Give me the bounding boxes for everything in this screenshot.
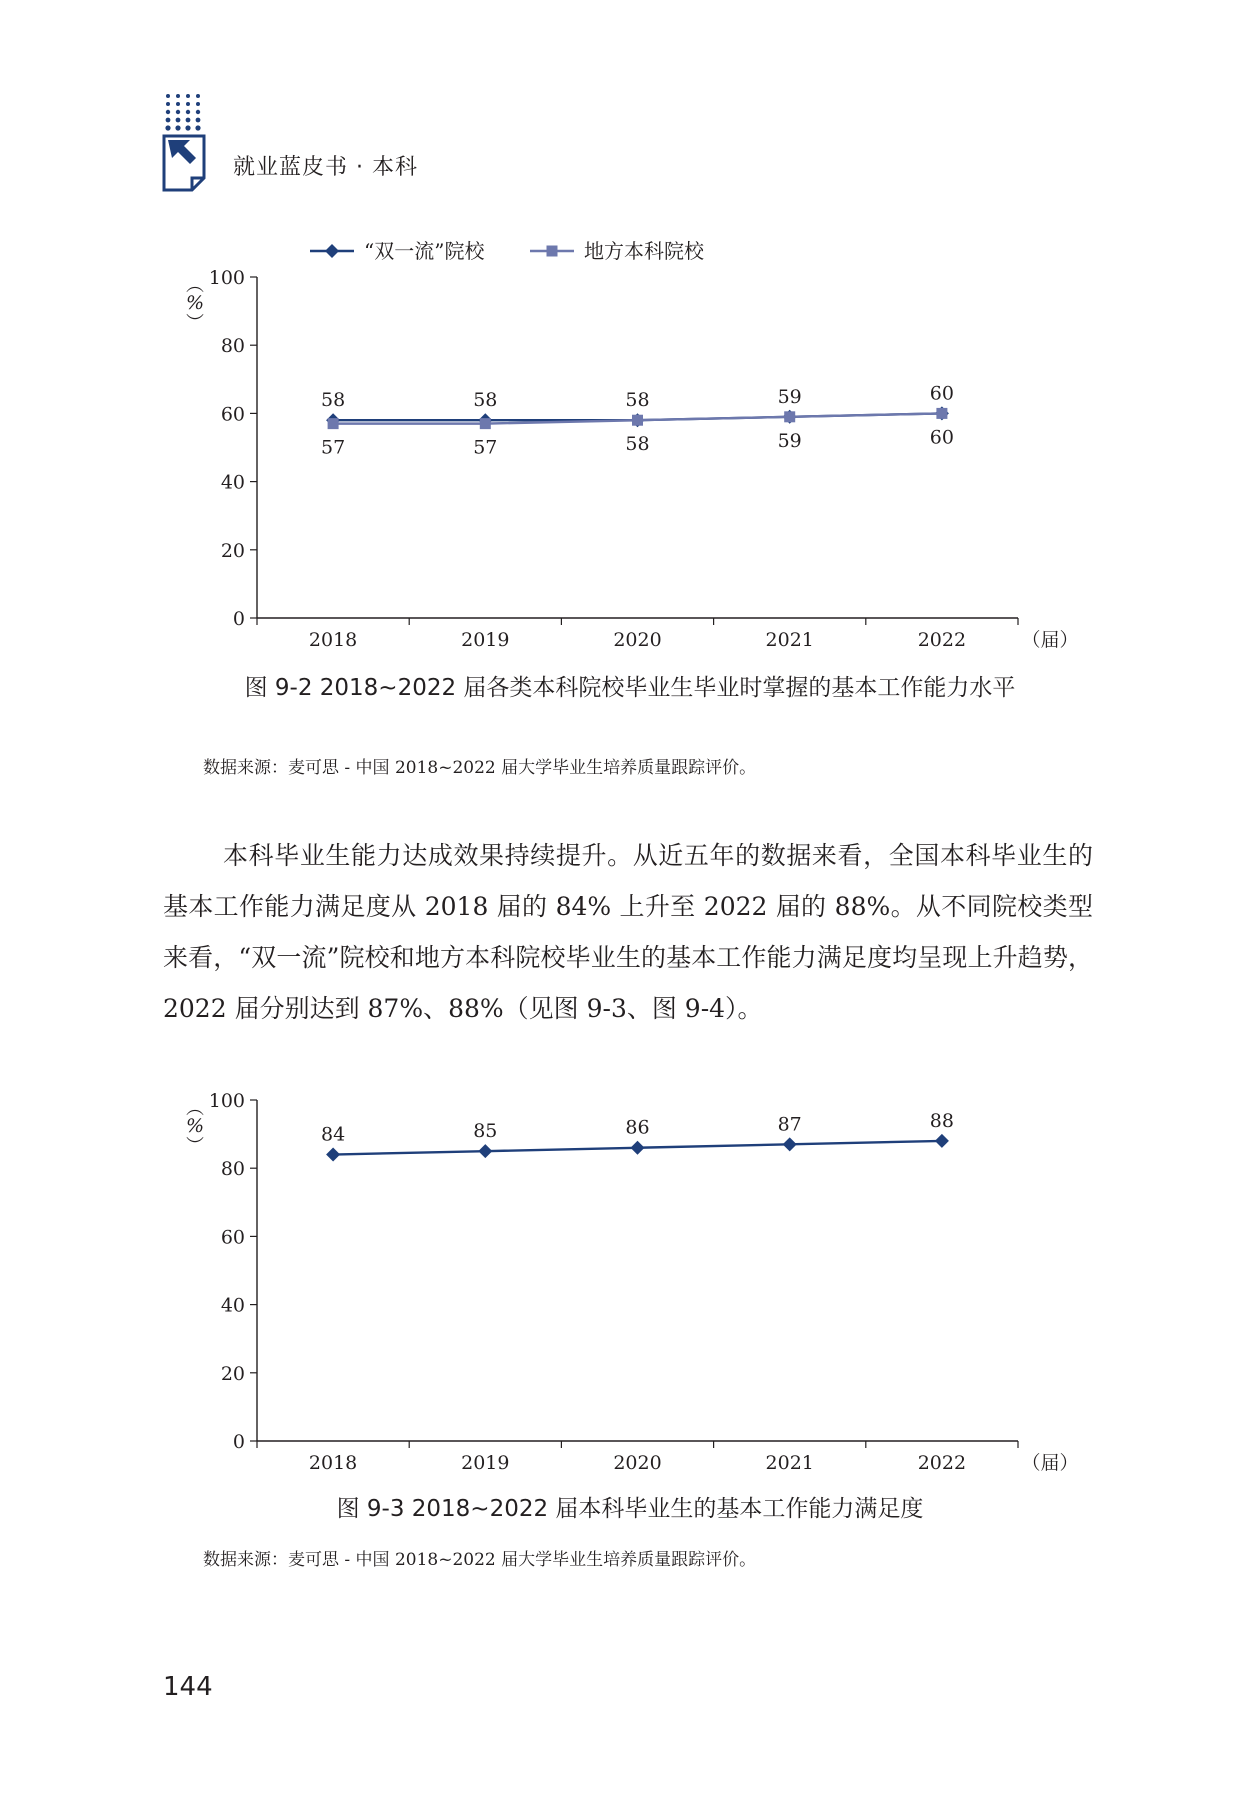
fig2-y-tick-label: 80 xyxy=(220,1158,245,1181)
fig1-series-2-point xyxy=(936,408,947,419)
fig2-y-tick-label: 20 xyxy=(220,1362,245,1385)
fig1-series-1-data-label: 58 xyxy=(625,389,650,412)
fig2-series-1-point xyxy=(631,1141,645,1155)
fig1-series-2-data-label: 60 xyxy=(929,426,954,449)
fig2-y-tick-label: 60 xyxy=(220,1226,245,1249)
fig2-series-1-data-label: 88 xyxy=(929,1109,954,1132)
figure-9-3-caption: 图 9-3 2018~2022 届本科毕业生的基本工作能力满足度 xyxy=(336,1496,924,1522)
fig2-series-1-point xyxy=(783,1137,797,1151)
fig1-y-tick-label: 20 xyxy=(220,539,245,562)
fig2-y-tick-label: 40 xyxy=(220,1294,245,1317)
fig2-series-1-point xyxy=(326,1148,340,1162)
fig1-series-2-data-label: 59 xyxy=(777,429,802,452)
running-head: 就业蓝皮书 · 本科 xyxy=(233,155,418,180)
fig2-y-tick-label: 0 xyxy=(232,1431,245,1453)
fig2-x-tick-label: 2019 xyxy=(461,1452,510,1474)
fig1-series-2-data-label: 58 xyxy=(625,433,650,456)
fig1-series-1-data-label: 58 xyxy=(321,389,346,412)
fig2-series-1-data-label: 87 xyxy=(777,1113,802,1136)
fig2-series-1-data-label: 84 xyxy=(321,1123,346,1146)
fig2-x-tick-label: 2022 xyxy=(917,1452,967,1474)
fig2-y-unit-close: ︶ xyxy=(186,1136,204,1157)
fig1-y-unit: % xyxy=(185,292,205,314)
fig1-x-tick-label: 2019 xyxy=(461,629,510,651)
fig1-y-tick-label: 60 xyxy=(220,403,245,426)
fig2-x-unit: （届） xyxy=(1021,1452,1079,1474)
figure-9-2-caption: 图 9-2 2018~2022 届各类本科院校毕业生毕业时掌握的基本工作能力水平 xyxy=(244,675,1016,701)
fig1-legend-2-label: 地方本科院校 xyxy=(584,239,704,263)
chart-figure-9-3 xyxy=(0,1080,1247,1480)
body-paragraph: 本科毕业生能力达成效果持续提升。从近五年的数据来看，全国本科毕业生的基本工作能力满足度从 2018 届的 84% 上升至 2022 届的 88%。从不同院校类型来看，“双一流”院校和地方本科院校毕业生的基本工作能力满足度均呈现上升趋势，2022 届分别达到 87%、88%（见图 9-3、图 9-4）。 xyxy=(163,841,1093,1023)
fig1-x-unit: （届） xyxy=(1021,629,1079,651)
fig1-legend-1-label: “双一流”院校 xyxy=(364,239,485,263)
fig2-x-tick-label: 2020 xyxy=(613,1452,662,1474)
fig1-y-tick-label: 40 xyxy=(220,471,245,494)
figure-9-3-source: 数据来源：麦可思 - 中国 2018~2022 届大学毕业生培养质量跟踪评价。 xyxy=(203,1550,757,1570)
fig1-series-1-data-label: 60 xyxy=(929,382,954,405)
fig1-legend-2-marker xyxy=(547,246,558,257)
fig2-y-unit: % xyxy=(185,1115,205,1137)
fig1-series-2-point xyxy=(784,411,795,422)
fig1-series-2-point xyxy=(632,415,643,426)
fig2-x-tick-label: 2021 xyxy=(765,1452,814,1474)
fig1-x-tick-label: 2022 xyxy=(917,629,967,651)
fig1-series-2-data-label: 57 xyxy=(321,436,346,459)
fig2-x-tick-label: 2018 xyxy=(308,1452,358,1474)
fig1-series-1-data-label: 59 xyxy=(777,385,802,408)
fig1-legend-1-marker xyxy=(325,244,339,258)
fig2-series-1-data-label: 85 xyxy=(473,1120,498,1143)
fig2-series-1-point xyxy=(935,1134,949,1148)
fig2-y-unit-open: ︵ xyxy=(186,1098,204,1119)
fig1-series-2-point xyxy=(328,418,339,429)
fig2-y-tick-label: 100 xyxy=(208,1090,245,1112)
fig1-y-unit-open: ︵ xyxy=(186,275,204,296)
page-number: 144 xyxy=(163,1672,213,1702)
fig1-x-tick-label: 2018 xyxy=(308,629,358,651)
fig2-series-1-data-label: 86 xyxy=(625,1116,650,1139)
fig1-x-tick-label: 2020 xyxy=(613,629,662,651)
book-series-logo-icon xyxy=(160,92,216,202)
fig1-y-unit-close: ︶ xyxy=(186,313,204,334)
fig1-y-tick-label: 80 xyxy=(220,335,245,358)
fig1-series-1-data-label: 58 xyxy=(473,389,498,412)
chart-figure-9-2 xyxy=(0,225,1247,665)
fig1-y-tick-label: 0 xyxy=(232,608,245,630)
fig2-series-1-point xyxy=(478,1144,492,1158)
fig1-series-2-point xyxy=(480,418,491,429)
fig1-x-tick-label: 2021 xyxy=(765,629,814,651)
fig1-series-2-data-label: 57 xyxy=(473,436,498,459)
figure-9-2-source: 数据来源：麦可思 - 中国 2018~2022 届大学毕业生培养质量跟踪评价。 xyxy=(203,758,757,778)
fig1-y-tick-label: 100 xyxy=(208,267,245,289)
